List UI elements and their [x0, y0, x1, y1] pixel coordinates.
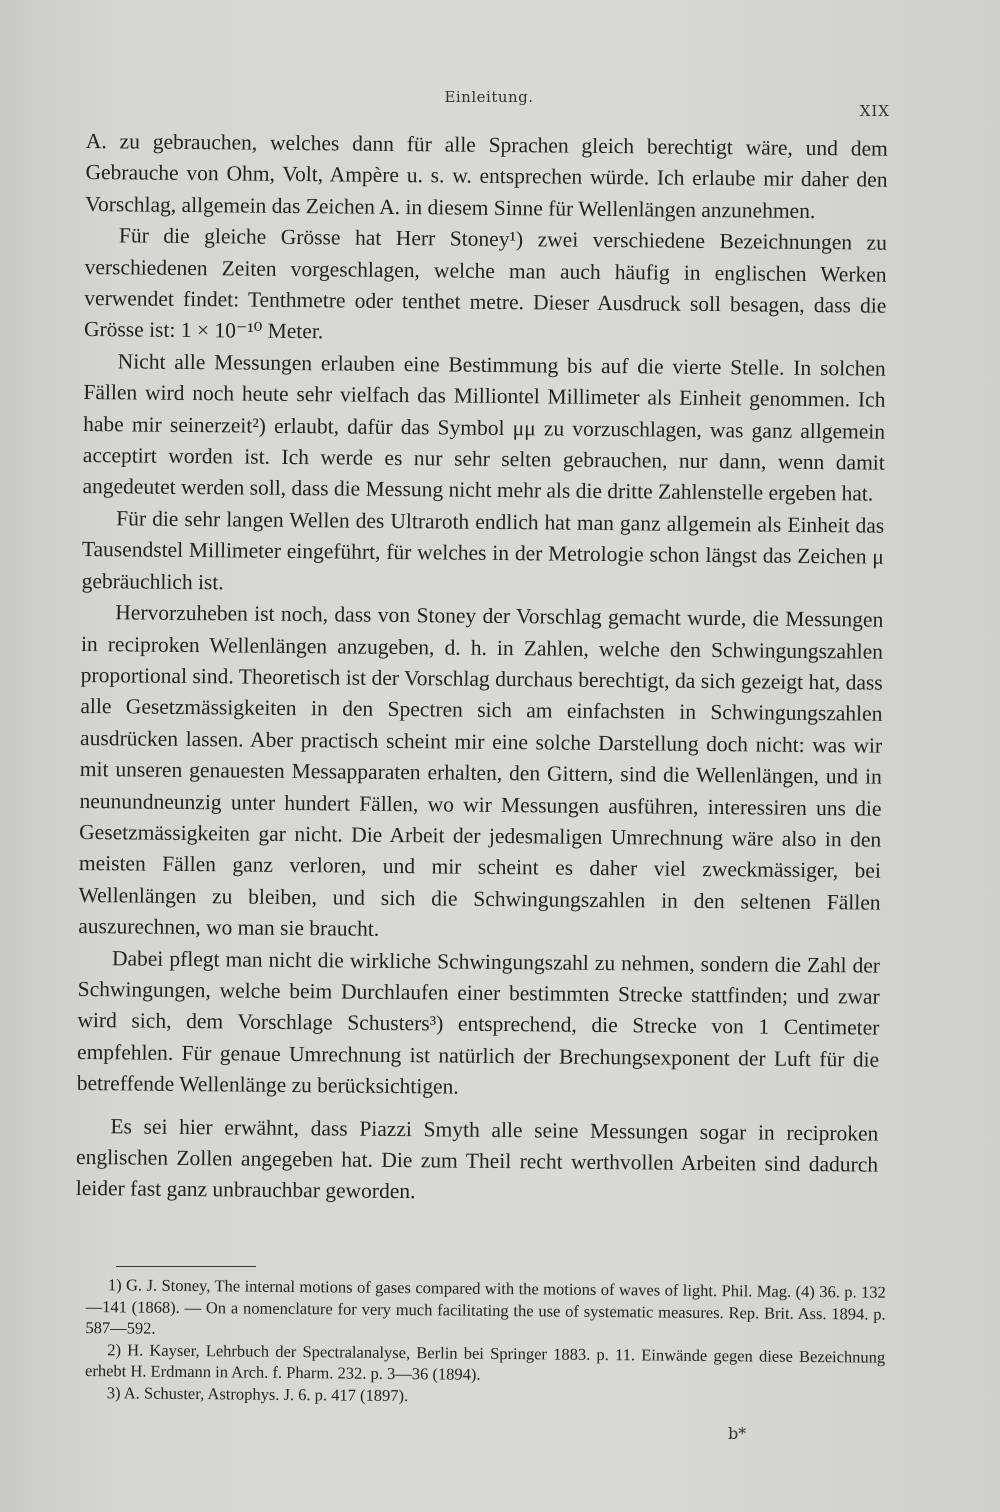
footnote: 3) A. Schuster, Astrophys. J. 6. p. 417 (1897).: [106, 1383, 409, 1406]
running-head: [88, 88, 890, 118]
paragraph: Dabei pflegt man nicht die wirkliche Schwingungszahl zu nehmen, sondern die Zahl der Schwingungen, welche beim Durchlaufen einer bestimmten Strecke stattfinden; und zwar wird sich, dem Vorschlage Schusters³) entsprechend, die Strecke von 1 Centimeter empfehlen. Für genaue Umrechnung ist natürlich der Brechungsexponent der Luft für die betreffende Wellenlänge zu berücksichtigen.: [76, 945, 881, 1099]
footnote: 1) G. J. Stoney, The internal motions of gases compared with the motions of waves of light. Phil. Mag. (4) 36. p. 132—141 (1868). — On a nomenclature for very much facilitating the use of systematic measures. Rep. Brit. Ass. 1894. p. 587—592.: [85, 1275, 886, 1338]
paragraph: Hervorzuheben ist noch, dass von Stoney der Vorschlag gemacht wurde, die Messungen in reciproken Wellenlängen anzugeben, d. h. in Zahlen, welche den Schwingungszahlen proportional sind. Theoretisch ist der Vorschlag durchaus berechtigt, da sich gezeigt hat, dass alle Gesetzmässigkeiten in den Spectren sich am einfachsten in Schwingungszahlen ausdrücken lassen. Aber practisch scheint mir eine solche Darstellung doch nicht: was wir mit unseren genauesten Messapparaten erhalten, den Gittern, sind die Wellenlängen, und in neunundneunzig unter hundert Fällen, wo wir Messungen ausführen, interessiren uns die Gesetzmässigkeiten gar nicht. Die Arbeit der jedesmaligen Umrechnung wäre also in den meisten Fällen ganz verloren, und mir scheint es daher viel zweckmässiger, bei Wellenlängen zu bleiben, und sich die Schwingungszahlen in den seltenen Fällen auszurechnen, wo man sie braucht.: [78, 600, 884, 942]
body-text: [76, 126, 888, 1212]
paragraph: A. zu gebrauchen, welches dann für alle Sprachen gleich berechtigt wäre, und dem Gebrauche von Ohm, Volt, Ampère u. s. w. entsprechen würde. Ich erlaube mir daher den Vorschlag, allgemein das Zeichen A. in diesem Sinne für Wellenlängen anzunehmen.: [85, 128, 888, 223]
paragraph: Nicht alle Messungen erlauben eine Bestimmung bis auf die vierte Stelle. In solchen Fällen wird noch heute sehr vielfach das Milliontel Millimeter als Einheit genommen. Ich habe mir seinerzeit²) erlaubt, dafür das Symbol μμ zu vorzuschlagen, was ganz allgemein acceptirt worden ist. Ich werde es nur sehr selten gebrauchen, nur dann, wenn damit angedeutet werden soll, dass die Messung nicht mehr als die dritte Zahlenstelle ergeben hat.: [82, 349, 886, 507]
signature-mark: b*: [728, 1424, 747, 1443]
paragraph: Für die sehr langen Wellen des Ultraroth endlich hat man ganz allgemein als Einheit das Tausendstel Millimeter eingeführt, für welches in der Metrologie schon längst das Zeichen μ gebräuchlich ist.: [81, 506, 885, 595]
footnotes: [85, 1274, 886, 1411]
paragraph: Es sei hier erwähnt, dass Piazzi Smyth alle seine Messungen sogar in reciproken englischen Zollen angegeben hat. Die zum Theil recht werthvollen Arbeiten sind dadurch leider fast ganz unbrauchbar geworden.: [75, 1113, 879, 1204]
running-title: Einleitung.: [444, 88, 534, 106]
footnote-rule: [116, 1266, 256, 1267]
page-number: XIX: [859, 102, 890, 120]
paragraph: Für die gleiche Grösse hat Herr Stoney¹) zwei verschiedene Bezeichnungen zu verschiedenen Zeiten vorgeschlagen, welche man auch häufig in englischen Werken verwendet findet: Tenthmetre oder tenthet metre. Dieser Ausdruck soll besagen, dass die Grösse ist: 1 × 10⁻¹⁰ Meter.: [83, 223, 888, 344]
footnote: 2) H. Kayser, Lehrbuch der Spectralanalyse, Berlin bei Springer 1883. p. 11. Einwände gegen diese Bezeichnung erhebt H. Erdmann in Arch. f. Pharm. 232. p. 3—36 (1894).: [84, 1339, 886, 1385]
